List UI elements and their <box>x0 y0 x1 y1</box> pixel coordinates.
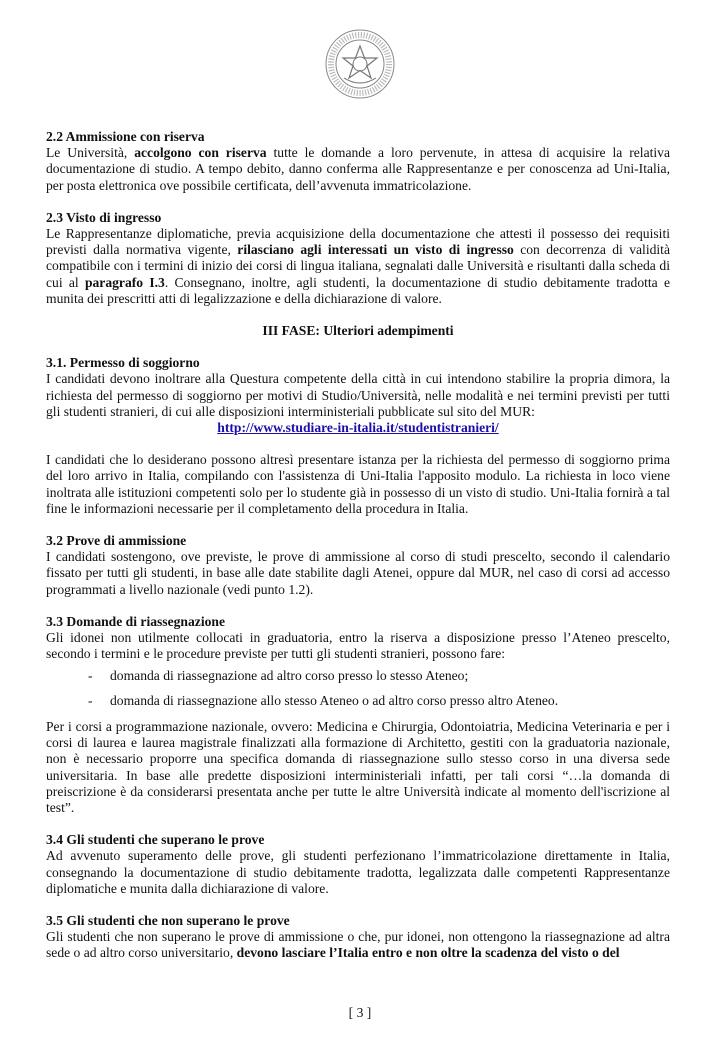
paragraph <box>46 929 670 961</box>
republic-emblem-icon <box>324 28 396 100</box>
paragraph: Per i corsi a programmazione nazionale, ovvero: Medicina e Chirurgia, Odontoiatria, Medicina Veterinaria e per i corsi di laurea e laurea magistrale finalizzati alla formazione di Architetto, gestiti con la graduatoria nazionale, non è necessario proporre una specifica domanda di riassegnazione sullo stesso corso in una diversa sede universitaria. In base alle predette disposizioni interministeriali infatti, per tali corsi “…la domanda di preiscrizione è da considerarsi presentata anche per tutte le altre Università indicate al momento dell'iscrizione al test”. <box>46 718 670 815</box>
list-item-text: domanda di riassegnazione ad altro corso presso lo stesso Ateneo; <box>110 668 469 684</box>
bold-text: rilasciano agli interessati un visto di ingresso <box>237 242 514 258</box>
paragraph <box>46 145 670 194</box>
section-heading: 3.5 Gli studenti che non superano le prove <box>46 912 290 928</box>
section-heading: 2.3 Visto di ingresso <box>46 209 162 225</box>
section-3-3 <box>46 614 670 816</box>
text: . Consegnano, inoltre, agli studenti, la documentazione di studio debitamente tradotta e munita dei prescritti atti di legalizzazione e della dichiarazione di valore. <box>46 274 671 306</box>
page-number: [ 3 ] <box>348 1005 372 1020</box>
section-3-5 <box>46 913 670 962</box>
section-heading: 3.4 Gli studenti che superano le prove <box>46 832 265 848</box>
dash-bullet: - <box>88 668 93 684</box>
paragraph <box>46 226 670 307</box>
section-heading: 3.2 Prove di ammissione <box>46 533 187 549</box>
dash-bullet: - <box>88 692 93 708</box>
list-item <box>46 693 670 709</box>
bold-text: devono lasciare l’Italia entro e non oltre la scadenza del visto o del <box>236 945 620 961</box>
text: Le Università, <box>46 145 135 161</box>
section-3-2 <box>46 533 670 598</box>
studiare-in-italia-link[interactable]: http://www.studiare-in-italia.it/studentistranieri/ <box>217 420 499 436</box>
paragraph: Ad avvenuto superamento delle prove, gli studenti perfezionano l’immatricolazione direttamente in Italia, consegnando la documentazione di studio debitamente tradotta, legalizzata dalle competenti Rappresentanze diplomatiche e munita dalla dichiarazione di valore. <box>46 848 670 896</box>
phase-title: III FASE: Ulteriori adempimenti <box>262 323 454 339</box>
paragraph: Gli idonei non utilmente collocati in graduatoria, entro la riserva a disposizione presso l’Ateneo prescelto, secondo i termini e le procedure previste per tutti gli studenti stranieri, possono fare: <box>46 630 670 662</box>
section-heading: 2.2 Ammissione con riserva <box>46 129 205 144</box>
list-item <box>46 668 670 684</box>
paragraph: I candidati che lo desiderano possono altresì presentare istanza per la richiesta del permesso di soggiorno prima del loro arrivo in Italia, compilando con l'assistenza di Uni-Italia l'apposito modulo. La richiesta in loco viene inoltrata alle istituzioni competenti solo per lo studente già in possesso di un visto di studio. Uni-Italia fornirà a tal fine le informazioni necessarie per il completamento della procedura in Italia. <box>46 452 670 516</box>
bold-text: accolgono con riserva <box>134 145 267 161</box>
section-3-1 <box>46 355 670 517</box>
text: Le Rappresentanze diplomatiche, previa acquisizione della documentazione che attesti il possesso dei requisiti previsti dalla normativa vigente, <box>46 226 670 258</box>
section-heading: 3.3 Domande di riassegnazione <box>46 613 225 629</box>
section-heading: 3.1. Permesso di soggiorno <box>46 355 200 371</box>
bold-text: paragrafo I.3 <box>84 274 165 290</box>
list-item-text: domanda di riassegnazione allo stesso Ateneo o ad altro corso presso altro Ateneo. <box>110 692 559 708</box>
paragraph: I candidati devono inoltrare alla Questura competente della città in cui intendono stabilire la propria dimora, la richiesta del permesso di soggiorno per motivi di Studio/Università, nelle modalità e nei termini previsti per tutti gli studenti stranieri, di cui alle disposizioni interministeriali pubblicate sul sito del MUR: <box>46 371 670 419</box>
paragraph: I candidati sostengono, ove previste, le prove di ammissione al corso di studi prescelto, secondo il calendario fissato per tutti gli studenti, in base alle date stabilite dagli Atenei, oppure dal MUR, nel caso di corsi ad accesso programmati a livello nazionale (vedi punto 1.2). <box>46 549 670 597</box>
section-2-2 <box>46 129 670 194</box>
section-3-4 <box>46 832 670 897</box>
section-2-3 <box>46 210 670 307</box>
text: Gli studenti che non superano le prove di ammissione o che, pur idonei, non ottengono la riassegnazione ad altra sede o ad altro corso universitario, <box>46 929 670 961</box>
dash-list <box>46 668 670 708</box>
link-row <box>46 420 670 436</box>
document-body <box>46 129 670 978</box>
text: con decorrenza di validità compatibile con i termini di inizio dei corsi di lingua italiana, segnalati dalle Università e risultanti dalla scheda di cui al <box>46 242 670 290</box>
text: tutte le domande a loro pervenute, in attesa di acquisire la relativa documentazione di studio. A tempo debito, danno conferma alle Rappresentanze e per conoscenza ad Uni-Italia, per posta elettronica ove possibile certificata, dell’avvenuta immatricolazione. <box>46 145 670 193</box>
